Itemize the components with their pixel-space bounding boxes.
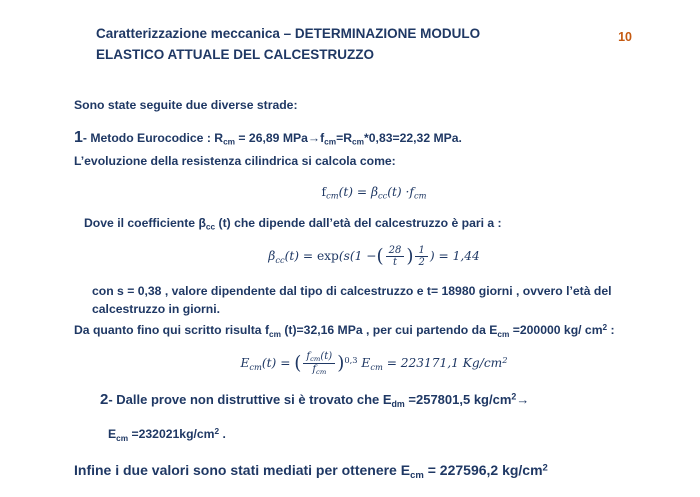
eq3-paren-close: ): [337, 353, 345, 374]
eq2-fraction: [386, 245, 405, 268]
step1-line5-b: (t)=32,16 MPa , per cui partendo da E: [280, 322, 498, 337]
step1-line3-a: Dove il coefficiente β: [84, 215, 206, 230]
eq3-fraction: [303, 351, 335, 377]
step1-line5: [74, 321, 674, 340]
step1-line: [74, 126, 674, 150]
step1-sub1: cm: [223, 136, 236, 147]
eq2-frac-num: 28: [386, 245, 405, 257]
step2-line2-sup: 2: [214, 425, 220, 436]
eq3-lhs-E: E: [240, 356, 250, 371]
page-number: 10: [618, 30, 632, 44]
eq1-lhs-f: f: [321, 184, 327, 199]
page-title: [96, 24, 566, 66]
eq3-exponent: 0,3: [344, 355, 358, 366]
eq3-rhs-E: E: [361, 356, 371, 371]
step2-text2: =257801,5 kg/cm: [404, 392, 512, 408]
step1-line5-a: Da quanto fino qui scritto risulta f: [74, 322, 269, 337]
title-line-2: ELASTICO ATTUALE DEL CALCESTRUZZO: [96, 46, 374, 62]
step1-text4: *0,83=22,32 MPa.: [364, 131, 462, 146]
eq3-result-sup: 2: [502, 355, 508, 366]
eq3-result: = 223171,1 Kg/cm: [386, 356, 503, 371]
eq3-frac-den: [303, 364, 335, 377]
step1-sub3: cm: [352, 136, 365, 147]
eq2-paren-close: ): [406, 245, 414, 267]
final-sub: cm: [410, 470, 424, 482]
eq2-pow-den: 2: [418, 256, 425, 268]
equation-fcm-t: [74, 183, 674, 202]
step1-text3: =R: [336, 131, 353, 146]
final-statement: [74, 460, 674, 483]
eq3-frac-num-sub: cm: [310, 354, 321, 363]
eq3-frac-num-arg: (t): [320, 350, 333, 362]
step2-sub1: dm: [391, 399, 405, 410]
final-text-b: = 227596,2 kg/cm: [423, 462, 543, 479]
step1-line5-c: =200000 kg/ cm: [509, 322, 603, 337]
equation-ecm-t: [74, 350, 674, 377]
step2-arrow-icon: →: [516, 392, 530, 408]
eq1-lhs-arg: (t) =: [338, 184, 368, 199]
intro-text: Sono state seguite due diverse strade:: [74, 98, 298, 112]
eq3-paren-open: (: [294, 353, 302, 374]
step2-line2-b: =232021kg/cm: [128, 427, 215, 442]
step2-marker: 2: [100, 391, 109, 409]
step2-sup1: 2: [511, 392, 517, 403]
eq2-exp: exp: [316, 248, 339, 263]
eq3-lhs-sub: cm: [249, 361, 262, 372]
step2-line2-a: E: [108, 427, 117, 442]
eq2-open: (s(1 −: [338, 248, 377, 263]
eq3-frac-num: [303, 351, 335, 365]
eq3-frac-den-f: f: [312, 364, 317, 376]
step1-line3: [84, 214, 674, 233]
final-sup: 2: [542, 462, 548, 474]
eq2-lhs-sub: cc: [275, 254, 285, 265]
eq1-rhs-arg: (t) ·: [387, 184, 410, 199]
eq1-rhs-f: f: [409, 184, 414, 199]
step1-marker: 1: [74, 129, 83, 147]
step1-line4: con s = 0,38 , valore dipendente dal tipo di calcestruzzo e t= 18980 giorni , ovvero l’età del calcestruzzo in giorni.: [92, 284, 612, 317]
slide-body: [74, 96, 674, 497]
step1-line5-d: :: [607, 322, 615, 337]
step1-line5-sup: 2: [602, 321, 608, 332]
step1-text2: = 26,89 MPa→f: [235, 131, 325, 146]
final-text-a: Infine i due valori sono stati mediati per ottenere E: [74, 462, 411, 479]
step1-line5-sub: cm: [269, 328, 281, 339]
eq2-pow-num: 1: [415, 245, 427, 257]
eq3-frac-den-sub: cm: [316, 368, 327, 377]
eq2-close: ) = 1,44: [429, 248, 480, 263]
eq3-rhs-sub: cm: [370, 361, 383, 372]
step1-line3-b: (t) che dipende dall’età del calcestruzzo è pari a :: [215, 215, 502, 230]
eq2-frac-den: t: [392, 256, 397, 268]
step2-line2-sub: cm: [116, 432, 129, 443]
eq1-rhs-b: β: [370, 184, 378, 199]
step1-text: - Metodo Eurocodice : R: [82, 131, 224, 146]
step1-line2: L’evoluzione della resistenza cilindrica si calcola come:: [74, 154, 396, 169]
eq2-paren-open: (: [376, 245, 384, 267]
step1-sub2: cm: [324, 136, 337, 147]
eq1-rhs-fsub: cm: [413, 190, 427, 201]
eq3-frac-num-f: f: [306, 350, 311, 362]
eq1-lhs-sub: cm: [326, 190, 339, 201]
eq2-power: [415, 245, 427, 268]
equation-beta-cc: [74, 243, 674, 270]
title-line-1: Caratterizzazione meccanica – DETERMINAZIONE MODULO: [96, 26, 481, 41]
eq2-lhs-arg: (t) =: [284, 248, 314, 263]
step2-line2: [108, 425, 674, 444]
step2-line2-c: .: [219, 427, 226, 442]
step2-line: [100, 389, 674, 412]
eq1-rhs-sub: cc: [377, 190, 388, 201]
step2-text: - Dalle prove non distruttive si è trovato che E: [108, 392, 392, 408]
step1-line3-sub: cc: [205, 221, 216, 232]
step1-line5-sub2: cm: [497, 328, 510, 339]
eq2-lhs-b: β: [268, 248, 276, 263]
eq3-lhs-arg: (t) =: [261, 356, 291, 371]
